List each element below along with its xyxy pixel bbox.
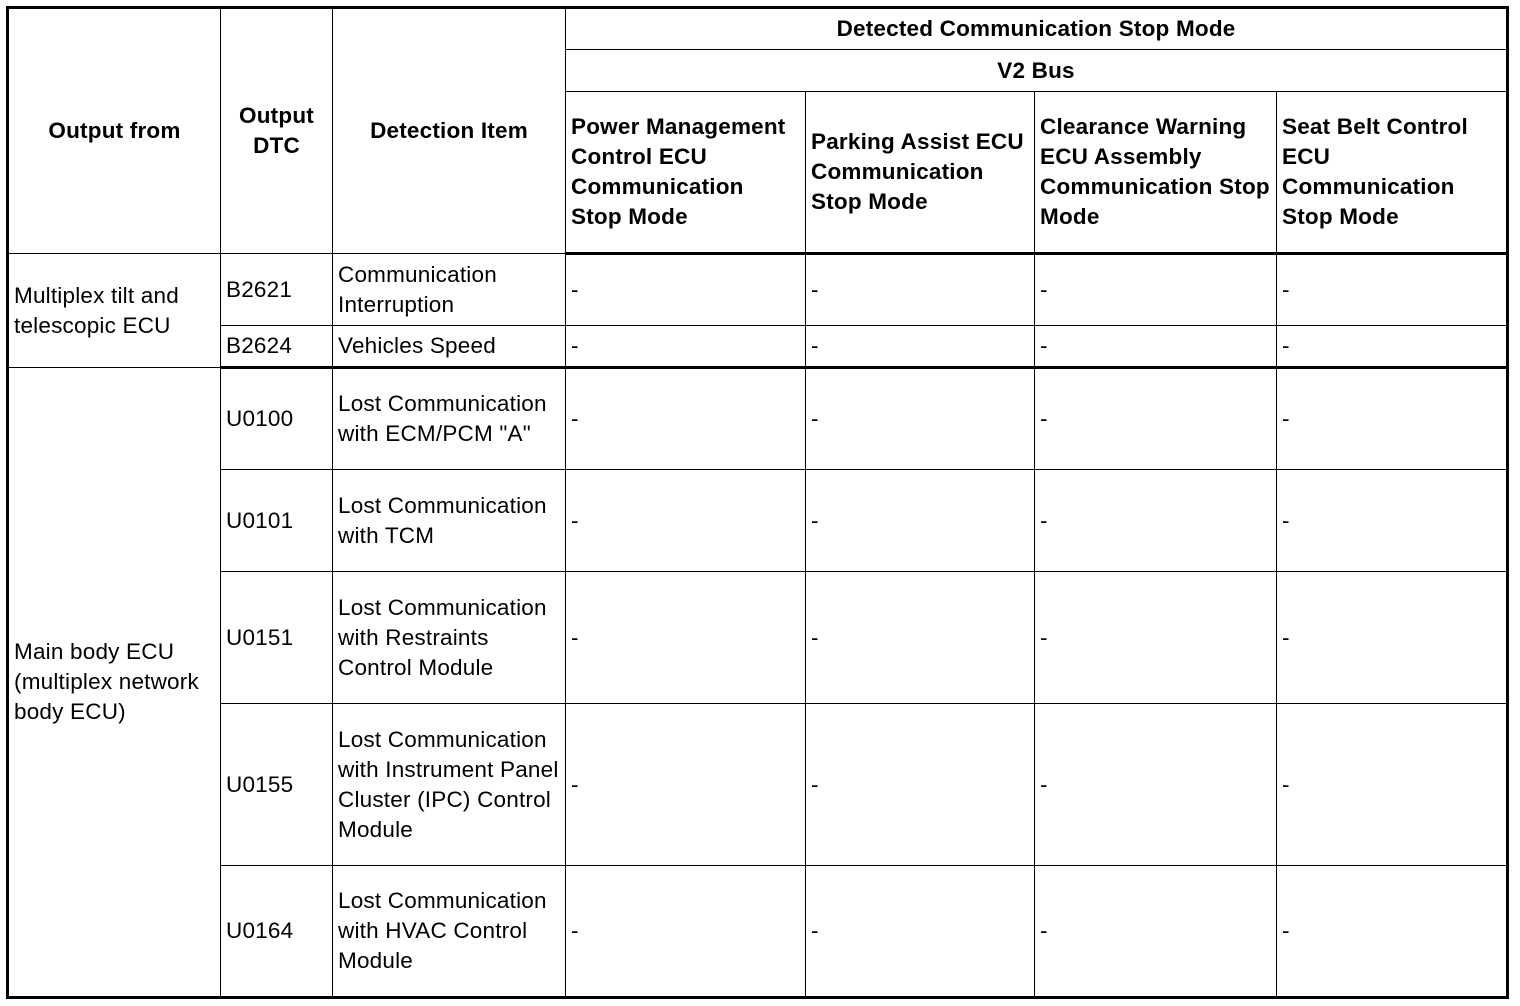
detection-item-cell: Lost Communication with Instrument Panel Cluster (IPC) Control Module	[333, 704, 566, 866]
mode-value-cell: -	[1277, 470, 1508, 572]
header-output-dtc-text: Output DTC	[239, 103, 314, 158]
mode-value-cell: -	[566, 866, 806, 998]
output-from-cell: Main body ECU (multiplex network body ECU)	[8, 368, 221, 998]
detection-item-cell: Communication Interruption	[333, 254, 566, 326]
header-mode-clearance-warning: Clearance Warning ECU Assembly Communication Stop Mode	[1035, 92, 1277, 254]
detection-item-cell: Lost Communication with ECM/PCM "A"	[333, 368, 566, 470]
mode-value-cell: -	[1277, 572, 1508, 704]
mode-value-cell: -	[566, 254, 806, 326]
mode-value-cell: -	[1035, 704, 1277, 866]
mode-value-cell: -	[806, 470, 1035, 572]
dtc-cell: U0155	[221, 704, 333, 866]
header-group-title: Detected Communication Stop Mode	[566, 8, 1508, 50]
header-bus: V2 Bus	[566, 50, 1508, 92]
mode-value-cell: -	[806, 326, 1035, 368]
dtc-cell: U0164	[221, 866, 333, 998]
mode-value-cell: -	[566, 326, 806, 368]
mode-value-cell: -	[806, 368, 1035, 470]
header-output-from: Output from	[8, 8, 221, 254]
mode-value-cell: -	[1035, 866, 1277, 998]
mode-value-cell: -	[806, 572, 1035, 704]
mode-value-cell: -	[1035, 470, 1277, 572]
mode-value-cell: -	[1277, 704, 1508, 866]
detection-item-cell: Lost Communication with TCM	[333, 470, 566, 572]
mode-value-cell: -	[1035, 368, 1277, 470]
output-from-cell: Multiplex tilt and telescopic ECU	[8, 254, 221, 368]
header-output-dtc	[221, 8, 333, 254]
mode-value-cell: -	[1277, 254, 1508, 326]
dtc-cell: B2621	[221, 254, 333, 326]
mode-value-cell: -	[1277, 866, 1508, 998]
mode-value-cell: -	[566, 572, 806, 704]
mode-value-cell: -	[806, 866, 1035, 998]
dtc-communication-table	[6, 6, 1509, 999]
dtc-cell: U0100	[221, 368, 333, 470]
mode-value-cell: -	[1277, 368, 1508, 470]
detection-item-cell: Lost Communication with Restraints Control Module	[333, 572, 566, 704]
mode-value-cell: -	[806, 254, 1035, 326]
mode-value-cell: -	[806, 704, 1035, 866]
header-detection-item: Detection Item	[333, 8, 566, 254]
dtc-cell: U0151	[221, 572, 333, 704]
mode-value-cell: -	[1277, 326, 1508, 368]
dtc-cell: B2624	[221, 326, 333, 368]
mode-value-cell: -	[1035, 254, 1277, 326]
mode-value-cell: -	[566, 470, 806, 572]
mode-value-cell: -	[1035, 572, 1277, 704]
mode-value-cell: -	[1035, 326, 1277, 368]
header-mode-power-management: Power Management Control ECU Communication Stop Mode	[566, 92, 806, 254]
mode-value-cell: -	[566, 704, 806, 866]
dtc-cell: U0101	[221, 470, 333, 572]
detection-item-cell: Lost Communication with HVAC Control Module	[333, 866, 566, 998]
mode-value-cell: -	[566, 368, 806, 470]
header-mode-seat-belt: Seat Belt Control ECU Communication Stop Mode	[1277, 92, 1508, 254]
header-mode-parking-assist: Parking Assist ECU Communication Stop Mode	[806, 92, 1035, 254]
detection-item-cell: Vehicles Speed	[333, 326, 566, 368]
